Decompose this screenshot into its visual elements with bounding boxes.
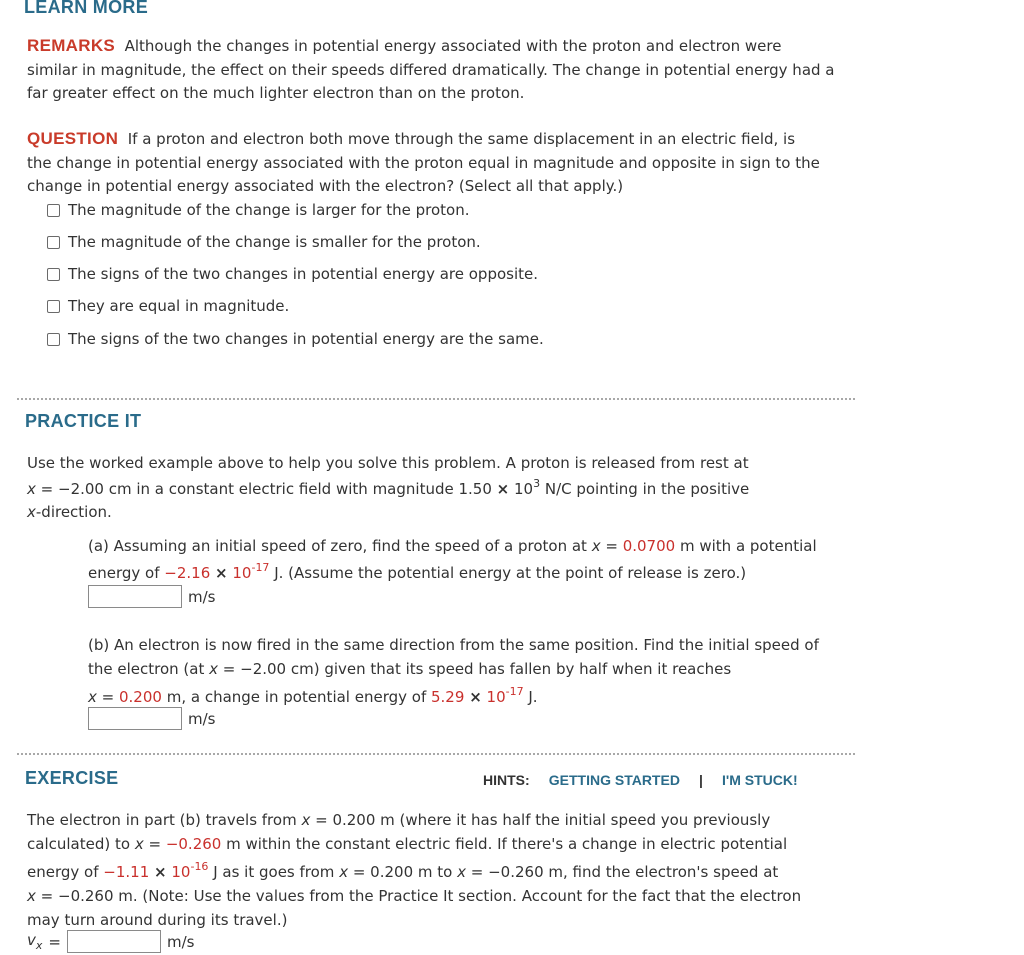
hints-bar	[483, 771, 798, 789]
text: calculated) to	[27, 835, 135, 853]
remarks-text-line3: far greater effect on the much lighter electron than on the proton.	[27, 84, 525, 102]
text: the electron (at	[88, 660, 210, 678]
text: m, a change in potential energy of	[161, 688, 431, 706]
exercise-speed-input[interactable]	[67, 930, 161, 953]
practice-intro-line1: Use the worked example above to help you solve this problem. A proton is released from rest at	[27, 454, 749, 472]
position-value: 0.200	[119, 688, 162, 706]
equals-sign: =	[48, 932, 61, 951]
text: The electron in part (b) travels from	[27, 811, 302, 829]
remarks-label: REMARKS	[27, 36, 116, 55]
exponent: -17	[251, 561, 270, 574]
hints-label: HINTS:	[483, 772, 530, 788]
text: J as it goes from	[208, 863, 340, 881]
part-a-answer	[88, 585, 215, 608]
part-b-line3	[88, 685, 858, 709]
option-label: The signs of the two changes in potential energy are the same.	[68, 330, 544, 348]
question-text-line1: If a proton and electron both move through the same displacement in an electric field, is	[127, 130, 796, 148]
checkbox[interactable]	[47, 333, 60, 346]
times-sign: ×	[215, 564, 228, 582]
remarks-text-line2: similar in magnitude, the effect on their speeds differed dramatically. The change in potential energy had a	[27, 60, 835, 79]
text: 10	[509, 480, 534, 498]
checkbox[interactable]	[47, 300, 60, 313]
text: = −0.260 m, find the electron's speed at	[466, 863, 779, 881]
energy-value: −1.11	[103, 863, 150, 881]
remarks-section	[27, 34, 867, 106]
exercise-line3	[27, 860, 847, 884]
part-b-line2	[88, 657, 858, 681]
unit-label: m/s	[188, 587, 216, 606]
practice-intro-line2	[27, 476, 867, 502]
part-a-line2	[88, 560, 858, 587]
unit-label: m/s	[166, 932, 195, 951]
checkbox[interactable]	[47, 268, 60, 281]
option-label: The magnitude of the change is larger for the proton.	[68, 201, 470, 219]
var-v: v	[27, 931, 36, 949]
exercise-text	[27, 808, 847, 932]
remarks-text-line1: Although the changes in potential energy associated with the proton and electron were	[124, 37, 782, 55]
times-sign: ×	[469, 688, 482, 706]
section-divider	[17, 753, 855, 755]
exponent: -16	[190, 860, 209, 873]
option-signs-opposite[interactable]	[47, 264, 538, 284]
text: -direction.	[35, 503, 112, 521]
question-text-line2: the change in potential energy associated with the proton equal in magnitude and opposite in sign to the	[27, 153, 820, 172]
option-label: The signs of the two changes in potential energy are opposite.	[68, 265, 539, 283]
exercise-heading: EXERCISE	[25, 768, 119, 788]
practice-intro-line3	[27, 502, 867, 522]
part-b-speed-input[interactable]	[88, 707, 182, 730]
text: J. (Assume the potential energy at the point of release is zero.)	[269, 564, 747, 582]
text: J.	[523, 688, 538, 706]
option-signs-same[interactable]	[47, 329, 544, 349]
option-smaller[interactable]	[47, 232, 481, 252]
practice-heading: PRACTICE IT	[25, 411, 142, 431]
text: m within the constant electric field. If there's a change in electric potential	[221, 835, 788, 853]
var-x: x	[457, 863, 466, 881]
text: (a) Assuming an initial speed of zero, find the speed of a proton at	[88, 537, 592, 555]
var-x: x	[339, 863, 349, 881]
unit-label: m/s	[188, 709, 216, 728]
checkbox[interactable]	[47, 236, 60, 249]
question-text-line3: change in potential energy associated with the electron? (Select all that apply.)	[27, 177, 624, 195]
subscript-x: x	[35, 939, 43, 952]
var-x: x	[27, 480, 36, 498]
var-x: x	[209, 660, 219, 678]
exercise-line2	[27, 832, 847, 856]
ten: 10	[486, 688, 506, 706]
text: energy of	[88, 564, 165, 582]
im-stuck-link[interactable]: I'M STUCK!	[722, 772, 798, 788]
text: = −2.00 cm in a constant electric field with magnitude 1.50	[35, 480, 497, 498]
position-value: −0.260	[165, 835, 222, 853]
section-divider	[17, 398, 855, 400]
part-b	[88, 633, 858, 709]
ten: 10	[171, 863, 191, 881]
energy-value: −2.16	[164, 564, 211, 582]
exponent: -17	[505, 685, 524, 698]
text: m with a potential	[675, 537, 817, 555]
var-x: x	[134, 835, 144, 853]
option-larger[interactable]	[47, 200, 470, 220]
option-label: They are equal in magnitude.	[68, 297, 290, 315]
option-label: The magnitude of the change is smaller for the proton.	[68, 233, 481, 251]
part-b-answer	[88, 707, 215, 730]
practice-intro	[27, 450, 867, 522]
var-x: x	[27, 503, 36, 521]
text: N/C pointing in the positive	[540, 480, 750, 498]
position-value: 0.0700	[622, 537, 676, 555]
text: = 0.200 m to	[348, 863, 458, 881]
question-label: QUESTION	[27, 129, 119, 148]
text: =	[143, 835, 166, 853]
var-x: x	[301, 811, 311, 829]
vx-symbol	[27, 931, 42, 952]
part-b-line1: (b) An electron is now fired in the same direction from the same position. Find the initial speed of	[88, 636, 819, 654]
checkbox[interactable]	[47, 204, 60, 217]
exercise-answer	[27, 930, 194, 953]
text: = 0.200 m (where it has half the initial speed you previously	[310, 811, 771, 829]
var-x: x	[27, 887, 36, 905]
exercise-line1	[27, 808, 847, 832]
question-section	[27, 127, 867, 199]
option-equal-magnitude[interactable]	[47, 296, 289, 316]
text: =	[600, 537, 623, 555]
getting-started-link[interactable]: GETTING STARTED	[548, 772, 680, 788]
energy-value: 5.29	[431, 688, 465, 706]
times-sign: ×	[154, 863, 167, 881]
exercise-line4	[27, 884, 847, 908]
learn-more-heading: LEARN MORE	[24, 0, 148, 17]
var-x: x	[591, 537, 601, 555]
times-sign: ×	[496, 480, 510, 498]
hints-separator: |	[699, 772, 703, 788]
part-a-line1	[88, 533, 858, 560]
text: =	[96, 688, 119, 706]
ten: 10	[232, 564, 252, 582]
exponent: 3	[533, 477, 541, 490]
text: = −0.260 m. (Note: Use the values from the Practice It section. Account for the fact that the electron	[35, 887, 802, 905]
exercise-line5: may turn around during its travel.)	[27, 911, 288, 929]
var-x: x	[88, 688, 97, 706]
text: energy of	[27, 863, 104, 881]
part-a	[88, 533, 858, 587]
text: = −2.00 cm) given that its speed has fallen by half when it reaches	[218, 660, 732, 678]
part-a-speed-input[interactable]	[88, 585, 182, 608]
